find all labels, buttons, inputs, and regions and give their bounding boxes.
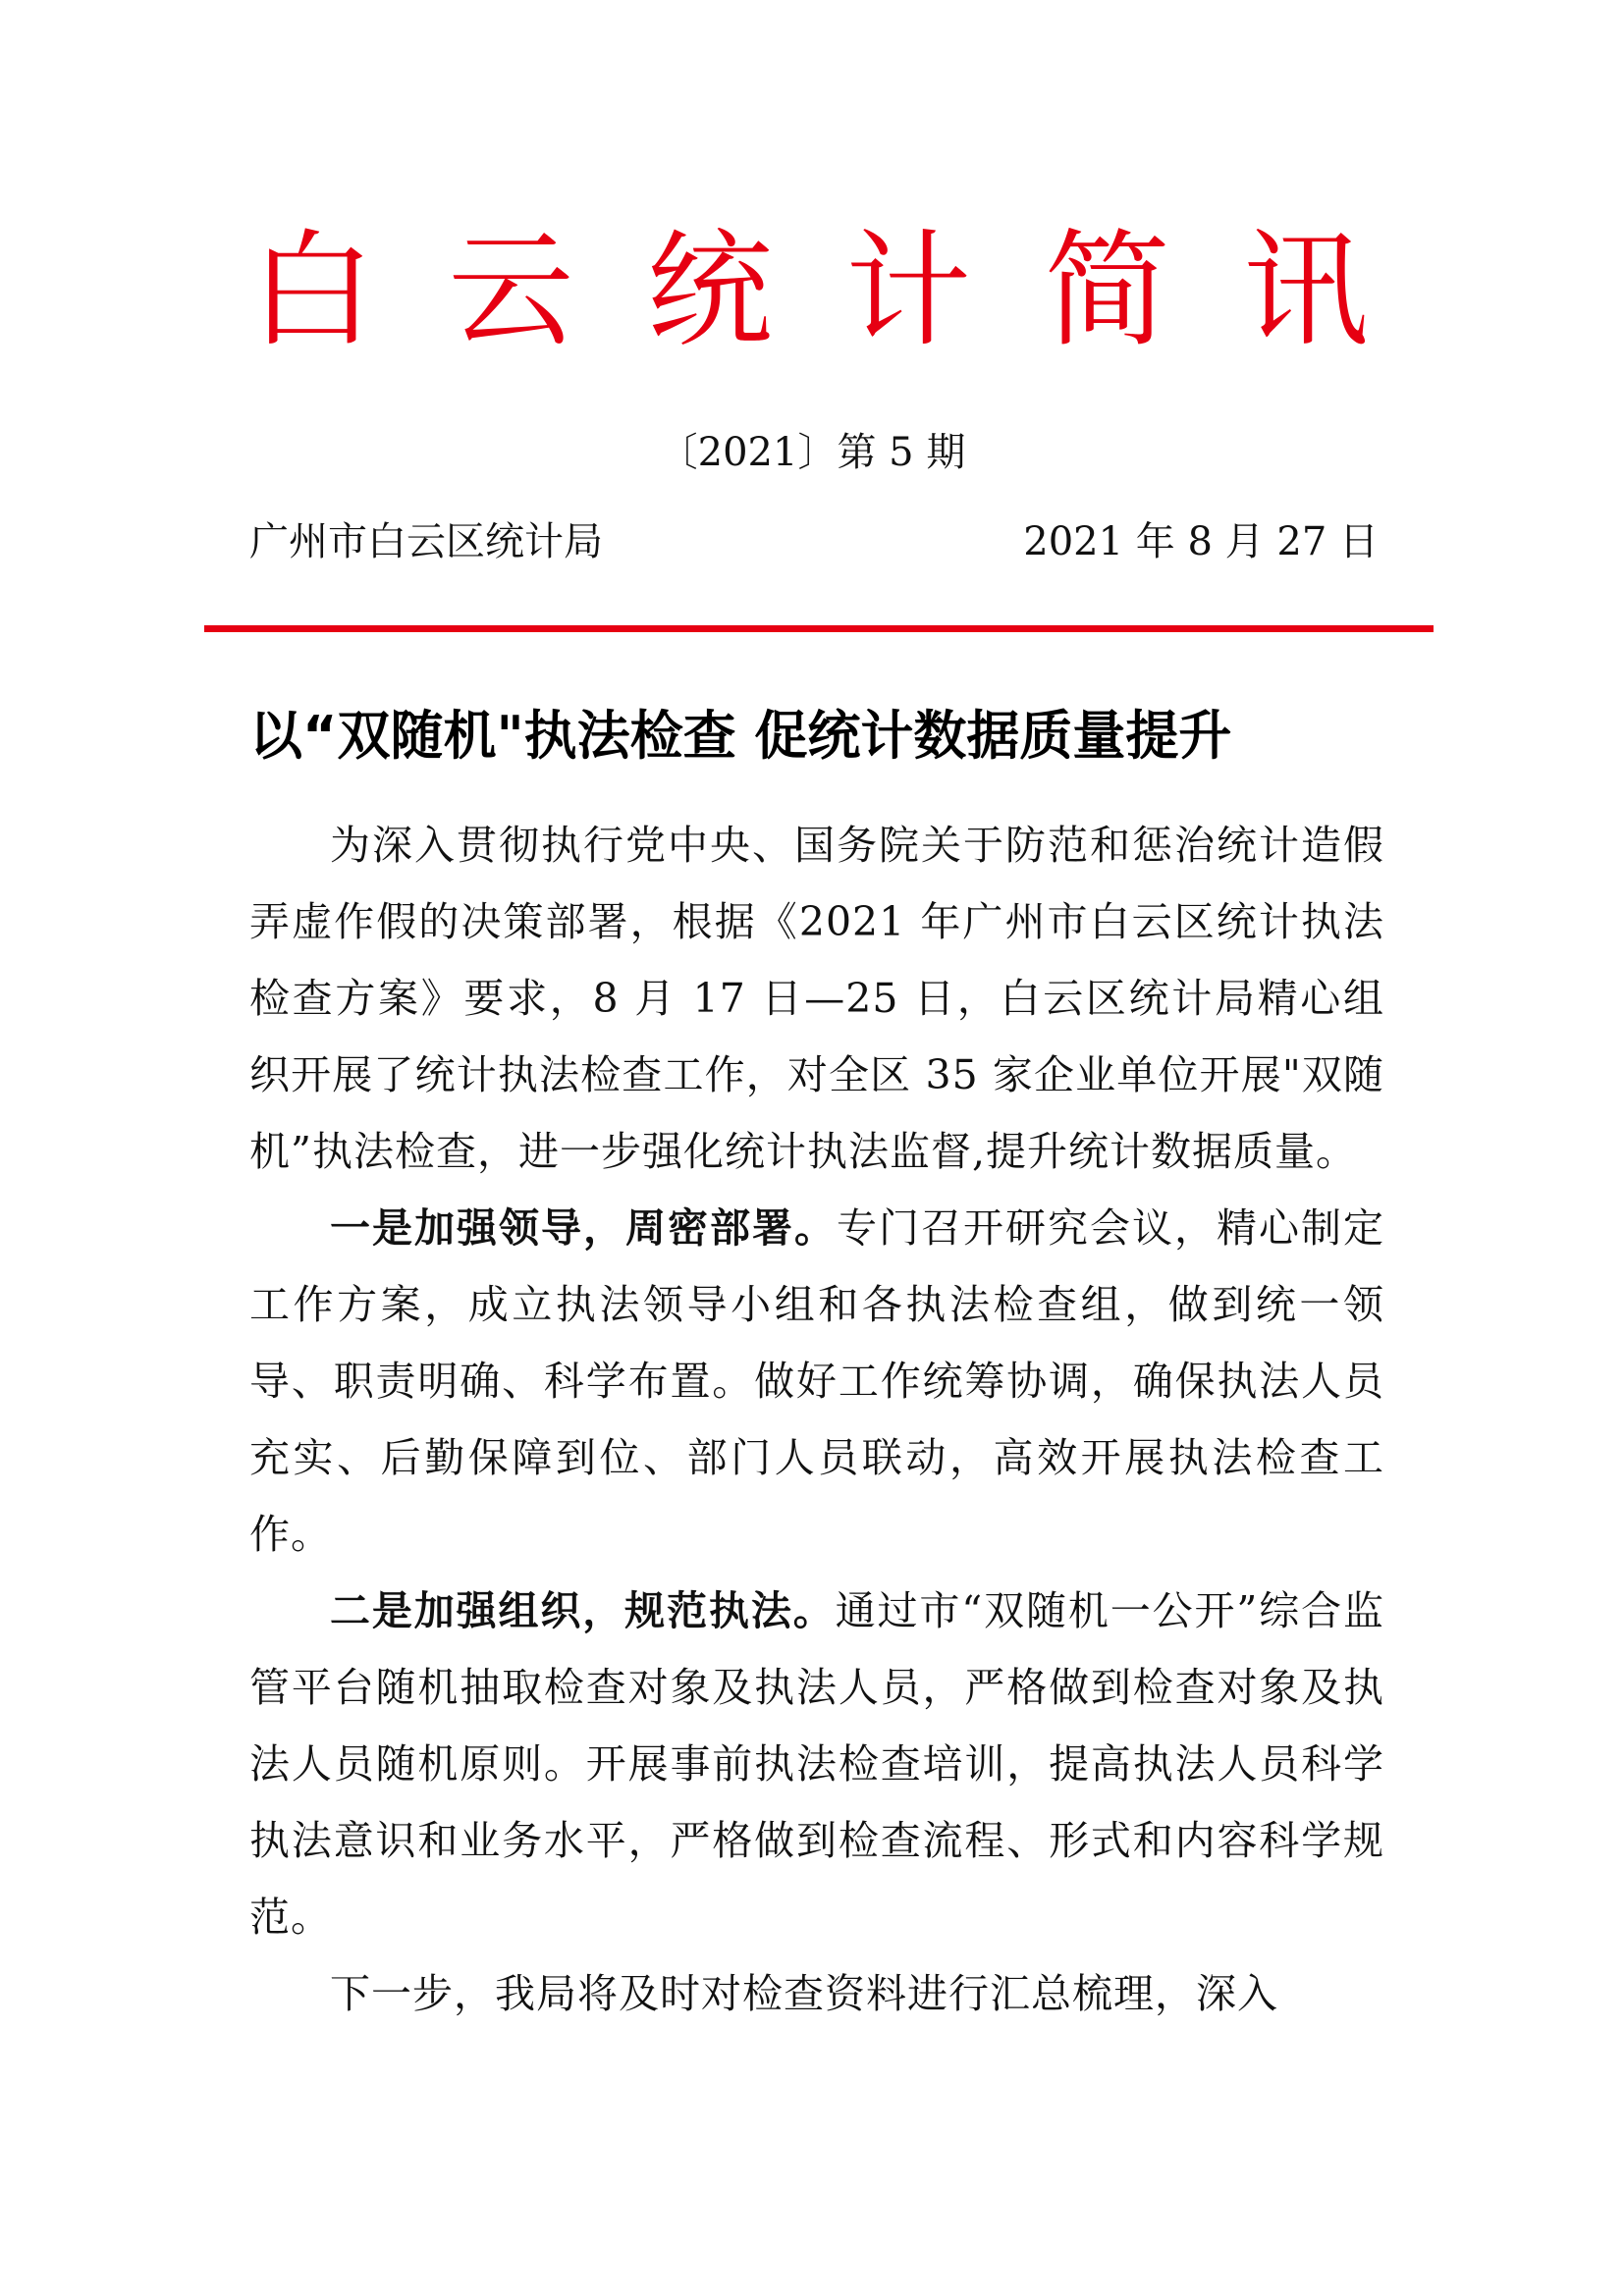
issue-number: 〔2021〕第 5 期 [658, 430, 966, 475]
masthead-char: 讯 [1242, 218, 1369, 364]
publisher: 广州市白云区统计局 [249, 519, 603, 564]
paragraph-point-1 [249, 1190, 1384, 1573]
masthead-char: 统 [646, 218, 773, 364]
point-1-lead: 一是加强领导，周密部署。 [330, 1204, 837, 1252]
paragraph-next-step: 下一步，我局将及时对检查资料进行汇总梳理，深入 [330, 1970, 1278, 2017]
point-1-text: 专门召开研究会议，精心制定工作方案，成立执法领导小组和各执法检查组，做到统一领导、职责明确、科学布置。做好工作统筹协调，确保执法人员充实、后勤保障到位、部门人员联动，高效开展执法检查工作。 [249, 1204, 1384, 1558]
masthead-char: 计 [845, 218, 972, 364]
masthead-char: 云 [448, 218, 574, 364]
paragraph-intro: 为深入贯彻执行党中央、国务院关于防范和惩治统计造假弄虚作假的决策部署，根据《2021 年广州市白云区统计执法检查方案》要求，8 月 17 日—25 日，白云区统计局精心组织开展了统计执法检查工作，对全区 35 家企业单位开展"双随机”执法检查，进一步强化统计执法监督,提升统计数据质量。 [249, 822, 1384, 1175]
masthead-char: 简 [1044, 218, 1170, 364]
masthead-title [249, 218, 1369, 365]
red-divider [204, 625, 1434, 632]
article-headline: 以“双随机"执法检查 促统计数据质量提升 [249, 705, 1232, 767]
article-body [249, 807, 1384, 2032]
point-2-lead: 二是加强组织，规范执法。 [330, 1587, 836, 1634]
point-2-text: 通过市“双随机一公开”综合监管平台随机抽取检查对象及执法人员，严格做到检查对象及执法人员随机原则。开展事前执法检查培训，提高执法人员科学执法意识和业务水平，严格做到检查流程、形式和内容科学规范。 [249, 1587, 1385, 1941]
masthead-char: 白 [249, 218, 376, 364]
publish-date: 2021 年 8 月 27 日 [1023, 519, 1379, 564]
paragraph-point-2 [249, 1573, 1384, 1955]
